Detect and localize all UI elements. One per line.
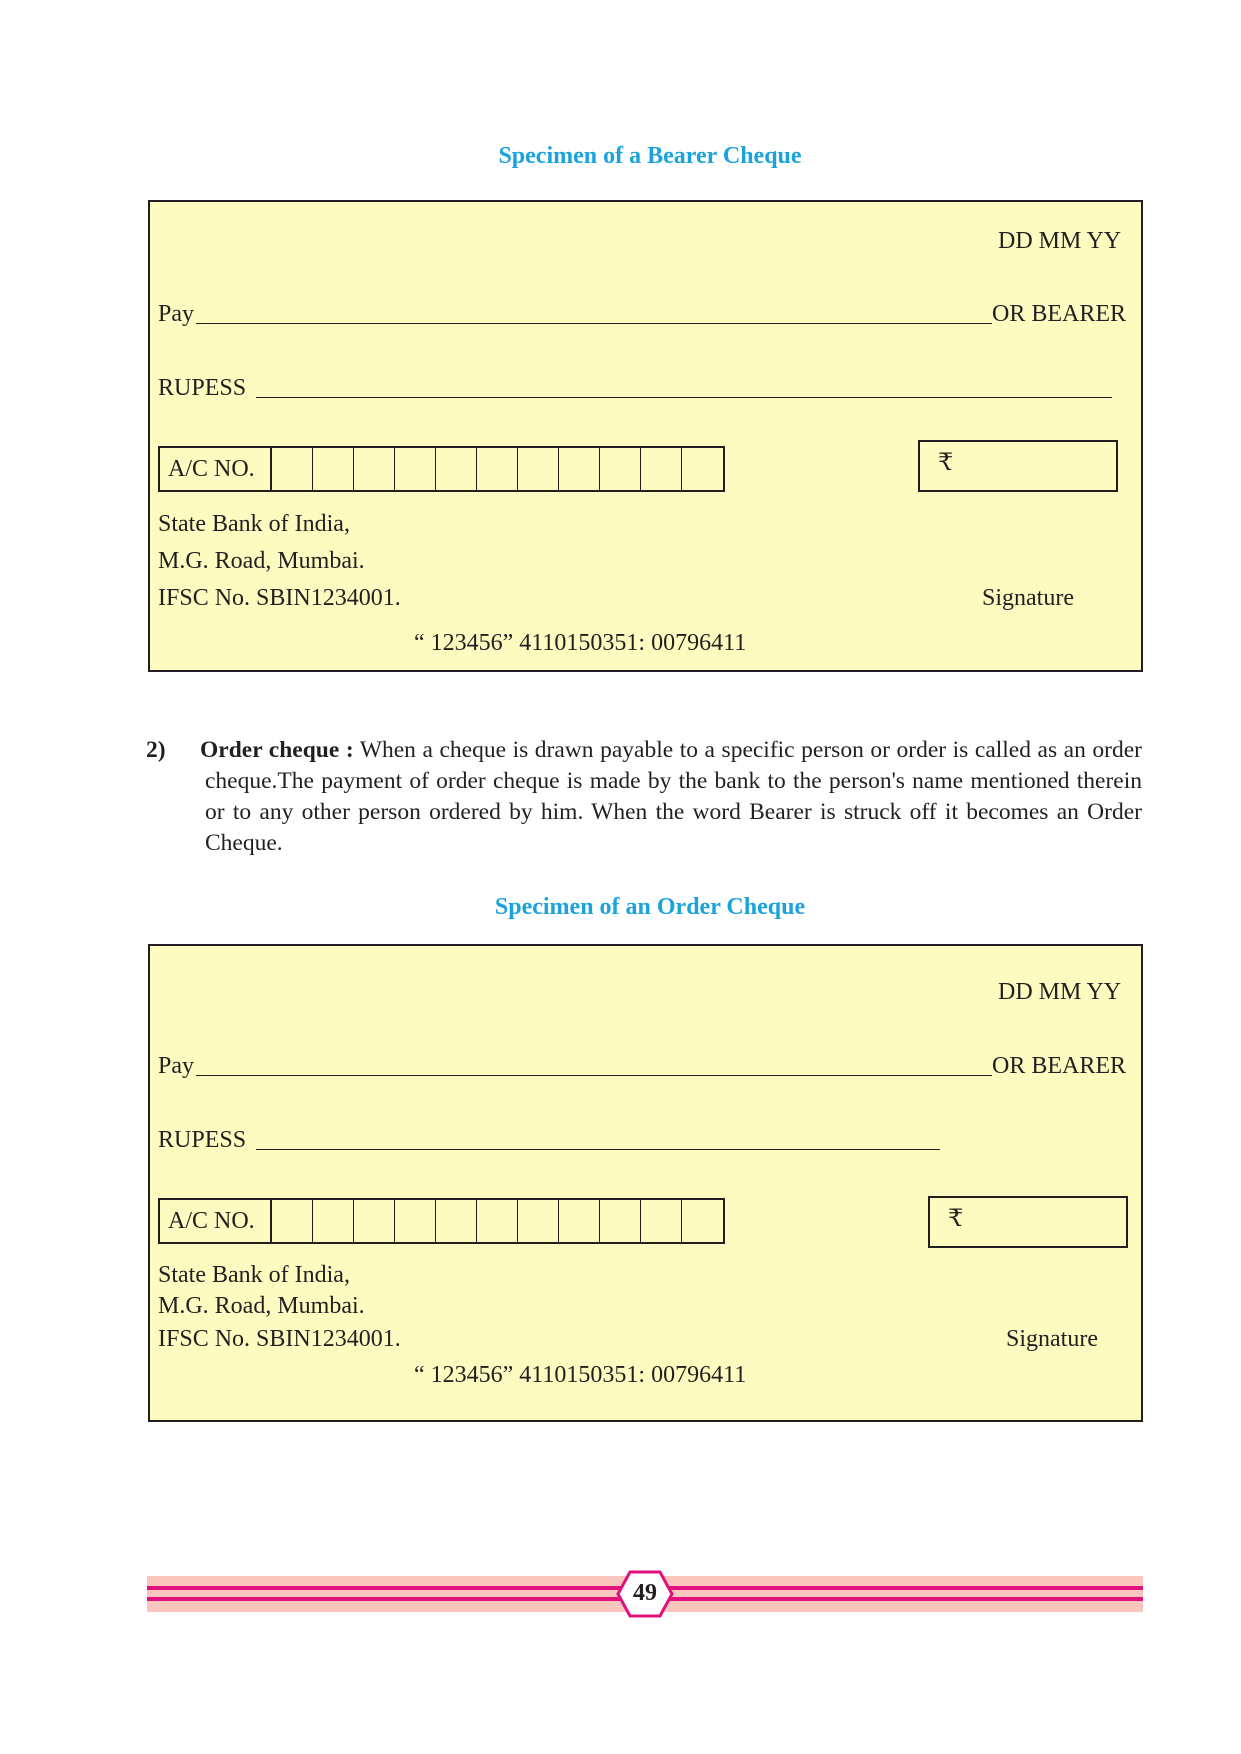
order-cheque	[148, 944, 1143, 1422]
account-number-grid	[158, 446, 725, 492]
account-digit-cell	[682, 448, 723, 490]
account-number-label: A/C NO.	[160, 448, 272, 490]
date-label: DD MM YY	[998, 228, 1122, 254]
term-label: Order cheque :	[200, 737, 354, 763]
rupees-line	[256, 397, 1112, 398]
or-bearer-label: OR BEARER	[992, 301, 1127, 327]
account-digit-cell	[477, 1200, 518, 1242]
signature-label: Signature	[982, 585, 1074, 611]
account-number-label: A/C NO.	[160, 1200, 272, 1242]
or-bearer-label: OR BEARER	[992, 1053, 1127, 1079]
bearer-cheque-heading: Specimen of a Bearer Cheque	[498, 143, 802, 169]
account-digit-cell	[600, 1200, 641, 1242]
bank-name: State Bank of India,	[158, 1262, 350, 1288]
pay-label: Pay	[158, 301, 194, 327]
ifsc-code: IFSC No. SBIN1234001.	[158, 585, 401, 611]
signature-label: Signature	[1006, 1326, 1098, 1352]
micr-code: “ 123456” 4110150351: 00796411	[414, 630, 747, 656]
bank-address: M.G. Road, Mumbai.	[158, 1293, 365, 1319]
pay-line	[196, 323, 992, 324]
account-digit-cell	[354, 1200, 395, 1242]
account-digit-cell	[436, 1200, 477, 1242]
account-digit-cell	[641, 1200, 682, 1242]
paragraph-text: When a cheque is drawn payable to a specific person or order is called as an order cheque.The payment of order cheque is made by the bank to the person's name mentioned therein or to any other person ordered by him. When the word Bearer is struck off it becomes an Order Cheque.	[205, 737, 1143, 856]
account-digit-cell	[313, 1200, 354, 1242]
account-digit-cell	[272, 448, 313, 490]
micr-code: “ 123456” 4110150351: 00796411	[414, 1362, 747, 1388]
rupee-icon: ₹	[948, 1206, 964, 1232]
ifsc-code: IFSC No. SBIN1234001.	[158, 1326, 401, 1352]
item-number: 2)	[146, 737, 166, 763]
account-digit-cell	[559, 448, 600, 490]
rupees-label: RUPESS	[158, 375, 247, 401]
account-digit-cell	[313, 448, 354, 490]
account-number-grid	[158, 1198, 725, 1244]
bank-address: M.G. Road, Mumbai.	[158, 548, 365, 574]
bearer-cheque	[148, 200, 1143, 672]
order-cheque-paragraph	[146, 735, 1142, 859]
account-digit-cell	[559, 1200, 600, 1242]
page-number: 49	[633, 1580, 657, 1606]
date-label: DD MM YY	[998, 979, 1122, 1005]
account-digit-cell	[436, 448, 477, 490]
account-digit-cell	[354, 448, 395, 490]
account-digit-cell	[272, 1200, 313, 1242]
pay-label: Pay	[158, 1053, 194, 1079]
amount-box	[918, 440, 1118, 492]
amount-box	[928, 1196, 1128, 1248]
account-digit-cell	[395, 448, 436, 490]
account-digit-cell	[395, 1200, 436, 1242]
account-digit-cell	[682, 1200, 723, 1242]
account-digit-cell	[641, 448, 682, 490]
bank-name: State Bank of India,	[158, 511, 350, 537]
account-digit-cell	[518, 1200, 559, 1242]
account-digit-cell	[600, 448, 641, 490]
rupees-label: RUPESS	[158, 1127, 247, 1153]
order-cheque-heading: Specimen of an Order Cheque	[494, 894, 806, 920]
account-digit-cell	[518, 448, 559, 490]
pay-line	[196, 1075, 992, 1076]
account-digit-cell	[477, 448, 518, 490]
rupees-line	[256, 1149, 940, 1150]
rupee-icon: ₹	[938, 450, 954, 476]
